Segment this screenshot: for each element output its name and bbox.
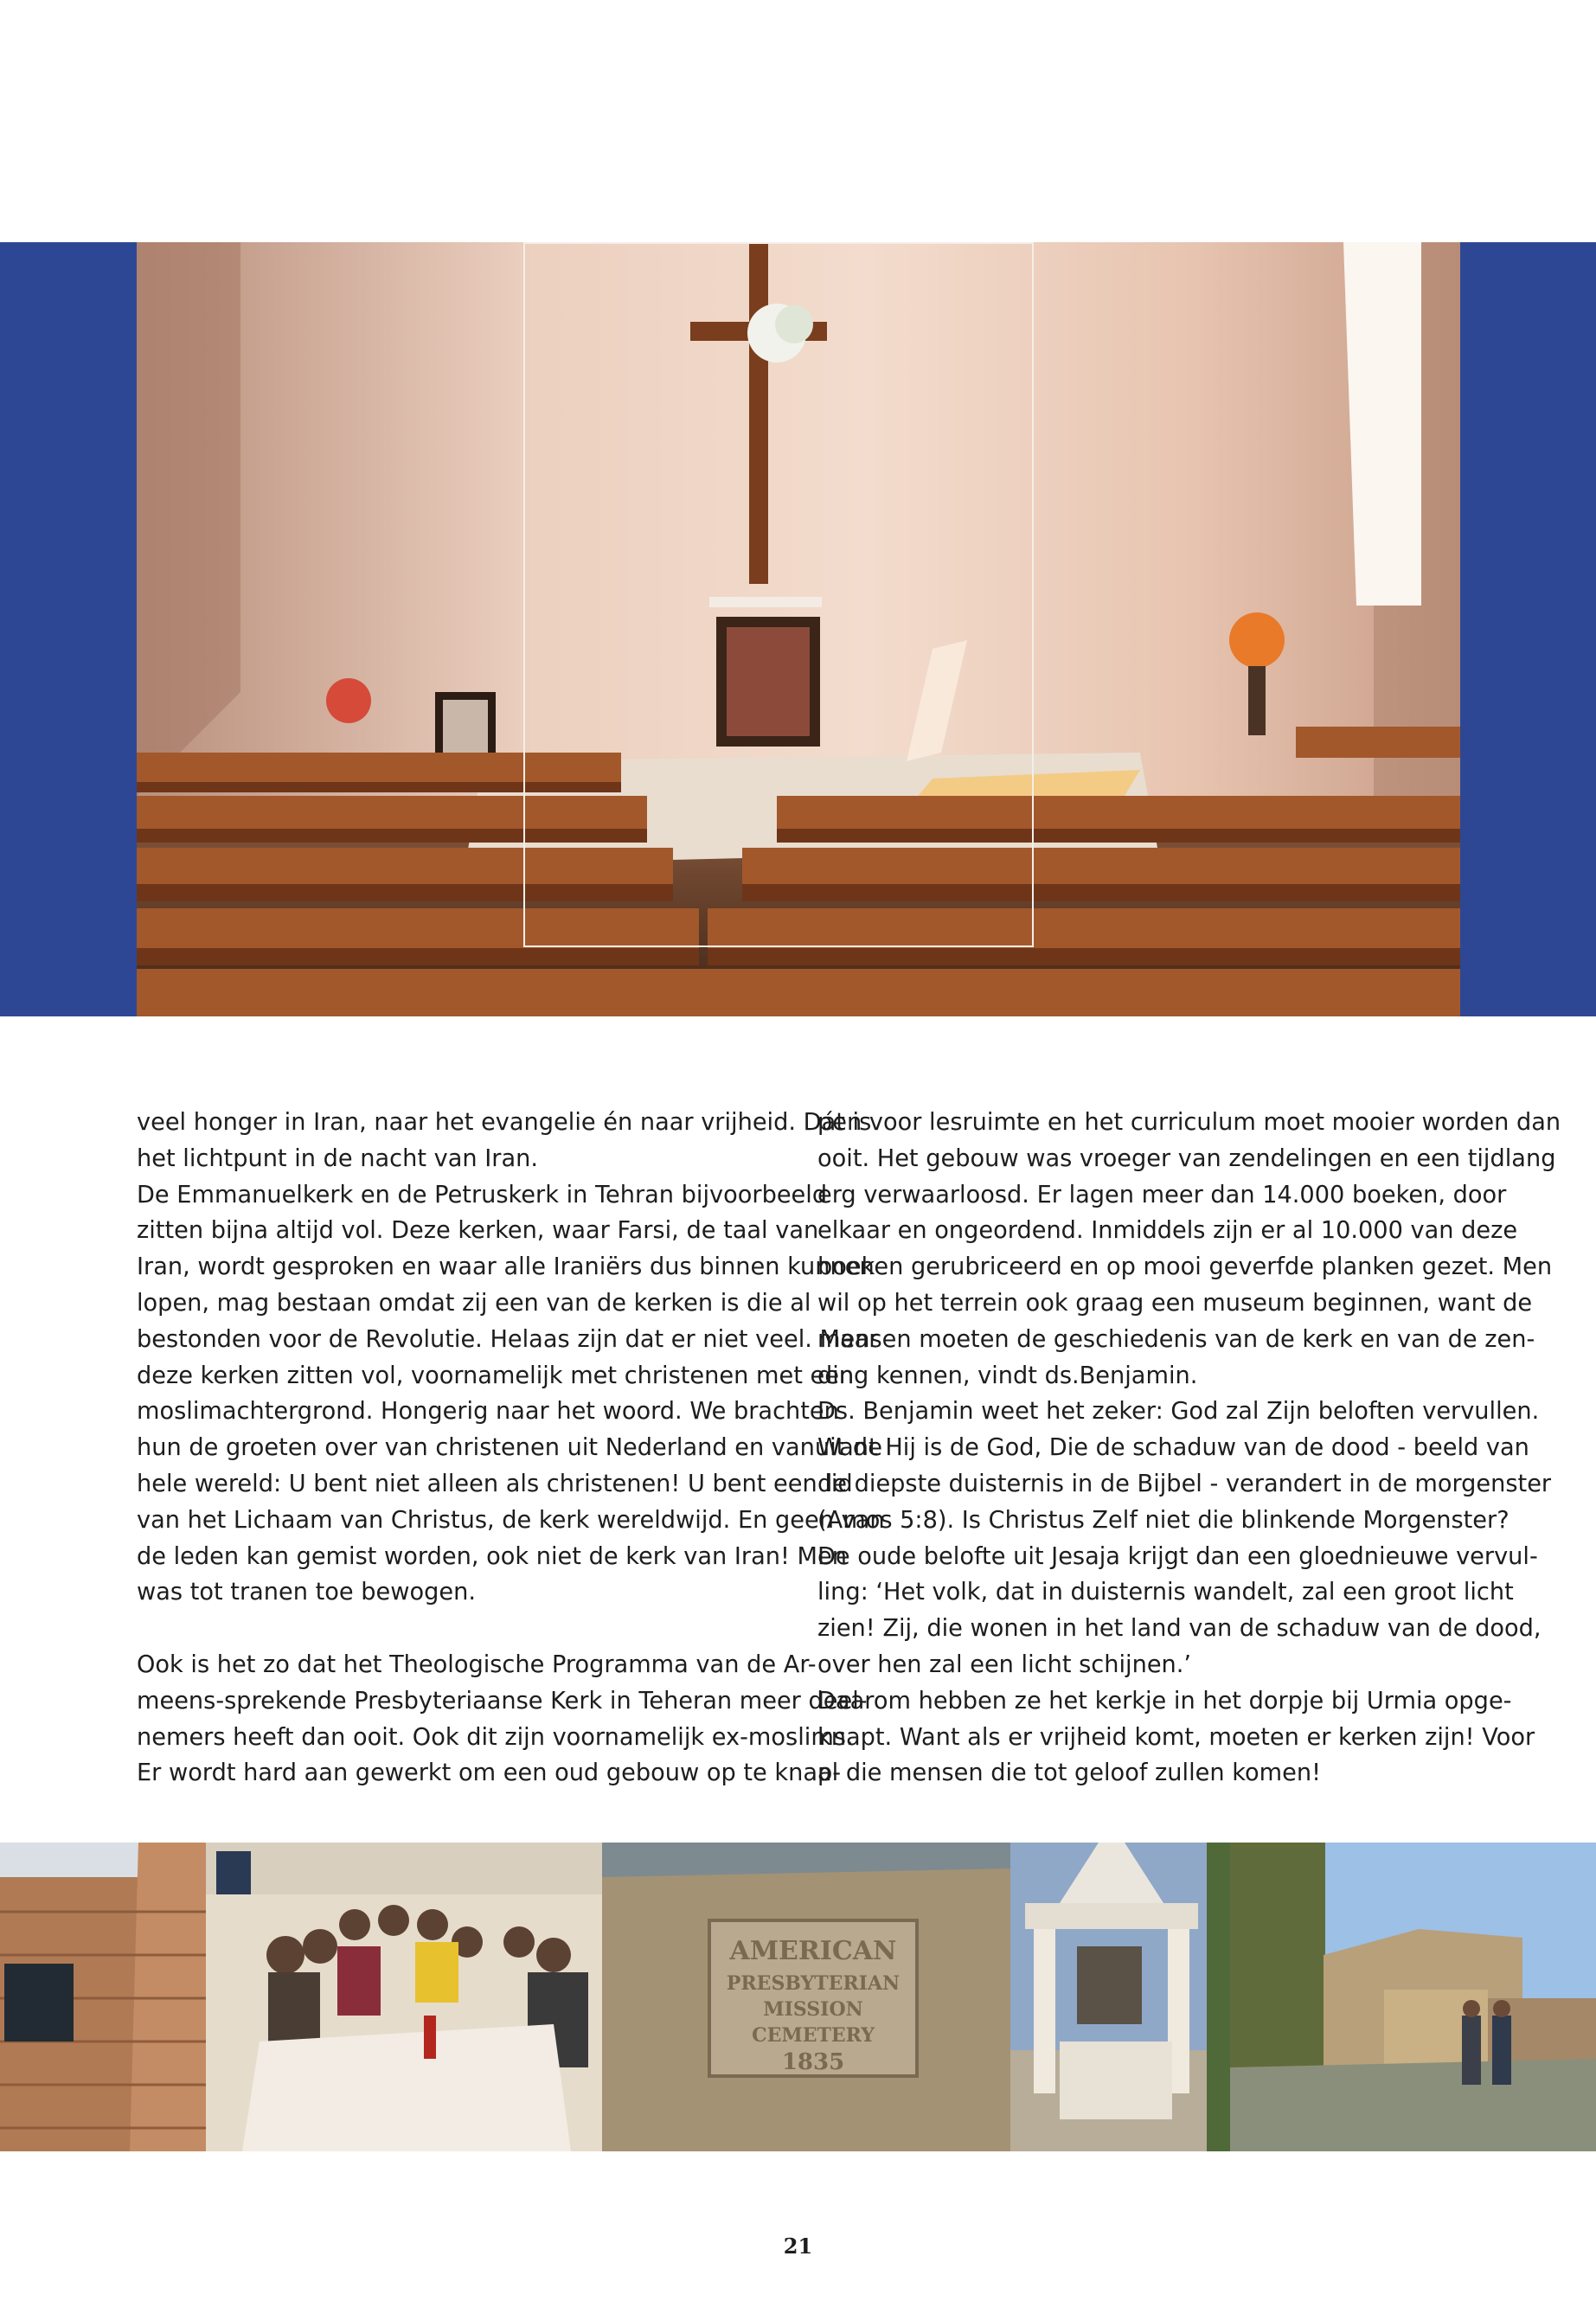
left-line: Iran, wordt gesproken en waar alle Iraniërs dus binnen kunnen [137, 1253, 875, 1281]
page-number: 21 [783, 2234, 813, 2259]
left-line: meens-sprekende Presbyteriaanse Kerk in Teheran meer deel- [137, 1687, 868, 1715]
paragraph-gap [137, 1611, 794, 1647]
right-line: al die mensen die tot geloof zullen komen! [817, 1759, 1321, 1787]
right-line: pen voor lesruimte en het curriculum moet mooier worden dan [817, 1109, 1561, 1136]
stone-inscription-line: PRESBYTERIAN [726, 1972, 901, 1995]
left-line: nemers heeft dan ooit. Ook dit zijn voornamelijk ex-moslims. [137, 1723, 854, 1751]
left-line: Er wordt hard aan gewerkt om een oud gebouw op te knap- [137, 1759, 842, 1787]
left-line: De Emmanuelkerk en de Petruskerk in Tehran bijvoorbeeld [137, 1181, 828, 1208]
left-line: was tot tranen toe bewogen. [137, 1579, 477, 1606]
right-line: ding kennen, vindt ds.Benjamin. [817, 1362, 1198, 1389]
left-line: moslimachtergrond. Hongerig naar het woord. We brachten [137, 1398, 839, 1426]
right-line: de diepste duisternis in de Bijbel - verandert in de morgenster [817, 1470, 1552, 1497]
right-line: over hen zal een licht schijnen.’ [817, 1650, 1192, 1678]
right-line: (Amos 5:8). Is Christus Zelf niet die blinkende Morgenster? [817, 1506, 1509, 1534]
left-line: hun de groeten over van christenen uit Nederland en vanuit de [137, 1434, 882, 1462]
right-line: knapt. Want als er vrijheid komt, moeten er kerken zijn! Voor [817, 1723, 1535, 1751]
left-line: lopen, mag bestaan omdat zij een van de kerken is die al [137, 1289, 811, 1317]
right-line: De oude belofte uit Jesaja krijgt dan een gloednieuwe vervul- [817, 1542, 1538, 1570]
brick-wall-plaque-photo [0, 1843, 206, 2151]
right-line: boeken gerubriceerd en op mooi geverfde planken gezet. Men [817, 1253, 1553, 1281]
left-line: de leden kan gemist worden, ook niet de kerk van Iran! Men [137, 1542, 847, 1570]
right-line: Want Hij is de God, Die de schaduw van de dood - beeld van [817, 1434, 1529, 1462]
village-church-photo [1230, 1843, 1596, 2151]
monument-photo [1010, 1843, 1230, 2151]
left-column [137, 1105, 885, 1791]
stone-inscription-line: CEMETERY [752, 2024, 875, 2047]
right-line: erg verwaarloosd. Er lagen meer dan 14.000 boeken, door [817, 1181, 1507, 1208]
stone-inscription-line: 1835 [781, 2049, 845, 2075]
right-line: Ds. Benjamin weet het zeker: God zal Zijn beloften vervullen. [817, 1398, 1540, 1426]
left-line: Ook is het zo dat het Theologische Programma van de Ar- [137, 1650, 817, 1678]
right-line: zien! Zij, die wonen in het land van de schaduw van de dood, [817, 1615, 1542, 1643]
right-line: mensen moeten de geschiedenis van de kerk en van de zen- [817, 1325, 1535, 1353]
left-line: zitten bijna altijd vol. Deze kerken, waar Farsi, de taal van [137, 1217, 819, 1245]
mission-stone-photo [602, 1843, 1010, 2151]
right-line: wil op het terrein ook graag een museum beginnen, want de [817, 1289, 1533, 1317]
stone-inscription-line: MISSION [763, 1998, 863, 2021]
left-line: veel honger in Iran, naar het evangelie én naar vrijheid. Dát is [137, 1109, 872, 1136]
photo-highlight-frame [523, 242, 1034, 947]
right-column [817, 1105, 1561, 1791]
left-line: hele wereld: U bent niet alleen als christenen! U bent een lid [137, 1470, 853, 1497]
left-line: van het Lichaam van Christus, de kerk wereldwijd. En geen van [137, 1506, 885, 1534]
left-line: deze kerken zitten vol, voornamelijk met christenen met een [137, 1362, 855, 1389]
right-line: ooit. Het gebouw was vroeger van zendelingen en een tijdlang [817, 1144, 1556, 1172]
photo-strip [0, 1843, 1596, 2151]
right-line: ling: ‘Het volk, dat in duisternis wandelt, zal een groot licht [817, 1579, 1514, 1606]
left-line: het lichtpunt in de nacht van Iran. [137, 1144, 539, 1172]
right-line: Daarom hebben ze het kerkje in het dorpje bij Urmia opge- [817, 1687, 1512, 1715]
right-line: elkaar en ongeordend. Inmiddels zijn er al 10.000 van deze [817, 1217, 1518, 1245]
dinner-group-photo [206, 1843, 602, 2151]
stone-inscription-line: AMERICAN [729, 1936, 897, 1966]
left-line: bestonden voor de Revolutie. Helaas zijn dat er niet veel. Maar [137, 1325, 879, 1353]
